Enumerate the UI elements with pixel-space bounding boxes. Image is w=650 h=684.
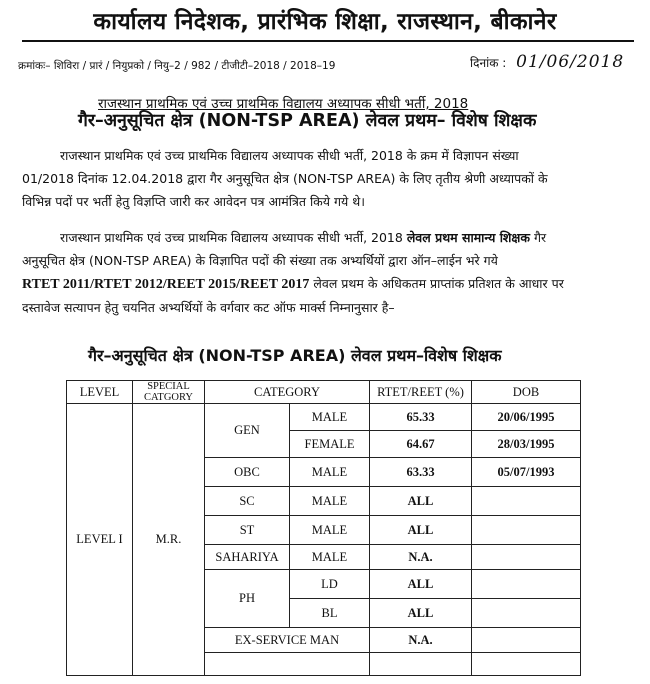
para2-line4: दस्तावेज सत्यापन हेतु चयनित अभ्यर्थियों के वर्गवार कट ऑफ मार्क्स निम्नानुसार है– [22, 300, 395, 315]
col-special-category [133, 381, 205, 404]
col-dob: DOB [472, 381, 581, 404]
paragraph-2 [22, 226, 634, 319]
para1-line1: राजस्थान प्राथमिक एवं उच्च प्राथमिक विद्यालय अध्यापक सीधी भर्ती, 2018 के क्रम में विज्ञापन संख्या [60, 148, 519, 163]
cat-ex-service: EX-SERVICE MAN [205, 628, 370, 653]
continued-cell [370, 653, 472, 676]
sc-marks: ALL [370, 487, 472, 516]
st-marks: ALL [370, 516, 472, 545]
cat-ph: PH [205, 570, 290, 628]
order-number: क्रमांकः– शिविरा / प्रारं / नियुप्रको / नियु–2 / 982 / टीजीटी–2018 / 2018–19 [18, 60, 336, 72]
sahariya-male: MALE [290, 545, 370, 570]
gen-male-marks: 65.33 [370, 404, 472, 431]
ph-bl-marks: ALL [370, 599, 472, 628]
cat-sahariya: SAHARIYA [205, 545, 290, 570]
continued-cell [205, 653, 370, 676]
table-heading: गैर–अनुसूचित क्षेत्र (NON-TSP AREA) लेवल प्रथम–विशेष शिक्षक [88, 346, 502, 365]
col-category: CATEGORY [205, 381, 370, 404]
para2-exam-list: RTET 2011/RTET 2012/REET 2015/REET 2017 [22, 277, 310, 292]
paragraph-1 [22, 144, 634, 213]
sc-male: MALE [290, 487, 370, 516]
ex-service-dob [472, 628, 581, 653]
col-rtet: RTET/REET (%) [370, 381, 472, 404]
title-underline [22, 40, 634, 42]
ph-ld-marks: ALL [370, 570, 472, 599]
para2-line3b: लेवल प्रथम के अधिकतम प्राप्तांक प्रतिशत के आधार पर [313, 276, 564, 291]
gen-female: FEMALE [290, 431, 370, 458]
sahariya-dob [472, 545, 581, 570]
ph-ld: LD [290, 570, 370, 599]
date-label: दिनांक : [470, 56, 507, 70]
para2-line1a: राजस्थान प्राथमिक एवं उच्च प्राथमिक विद्यालय अध्यापक सीधी भर्ती, 2018 [60, 230, 403, 245]
subject-line: राजस्थान प्राथमिक एवं उच्च प्राथमिक विद्यालय अध्यापक सीधी भर्ती, 2018 [98, 96, 469, 112]
ph-bl-dob [472, 599, 581, 628]
cat-obc: OBC [205, 458, 290, 487]
cutoff-table [66, 380, 581, 676]
obc-dob: 05/07/1993 [472, 458, 581, 487]
ex-service-marks: N.A. [370, 628, 472, 653]
para2-line1b: लेवल प्रथम सामान्य शिक्षक [406, 230, 530, 245]
cat-gen: GEN [205, 404, 290, 458]
date-value: 01/06/2018 [516, 52, 625, 72]
col-special-l1: SPECIAL [147, 381, 190, 392]
col-special-l2: CATGORY [143, 392, 193, 403]
date-block [470, 52, 624, 72]
continued-cell [472, 653, 581, 676]
ph-bl: BL [290, 599, 370, 628]
office-title: कार्यालय निदेशक, प्रारंभिक शिक्षा, राजस्थान, बीकानेर [93, 9, 557, 35]
obc-marks: 63.33 [370, 458, 472, 487]
gen-male-dob: 20/06/1995 [472, 404, 581, 431]
para1-line2: 01/2018 दिनांक 12.04.2018 द्वारा गैर अनुसूचित क्षेत्र (NON-TSP AREA) के लिए तृतीय श्रेणी अध्यापकों के [22, 171, 548, 186]
gen-female-dob: 28/03/1995 [472, 431, 581, 458]
cat-st: ST [205, 516, 290, 545]
para2-line1c: गैर [533, 230, 547, 245]
notice-heading: गैर–अनुसूचित क्षेत्र (NON-TSP AREA) लेवल प्रथम– विशेष शिक्षक [78, 111, 537, 131]
col-level: LEVEL [67, 381, 133, 404]
table-header-row [67, 381, 581, 404]
para1-line3: विभिन्न पदों पर भर्ती हेतु विज्ञप्ति जारी कर आवेदन पत्र आमंत्रित किये गये थे। [22, 194, 365, 209]
gen-male: MALE [290, 404, 370, 431]
para2-line2: अनुसूचित क्षेत्र (NON-TSP AREA) के विज्ञापित पदों की संख्या तक अभ्यर्थियों द्वारा ऑन–लाईन भरे गये [22, 253, 498, 268]
level-cell: LEVEL I [67, 404, 133, 676]
table-row [67, 404, 581, 431]
obc-male: MALE [290, 458, 370, 487]
st-male: MALE [290, 516, 370, 545]
gen-female-marks: 64.67 [370, 431, 472, 458]
sc-dob [472, 487, 581, 516]
st-dob [472, 516, 581, 545]
sahariya-marks: N.A. [370, 545, 472, 570]
special-cell: M.R. [133, 404, 205, 676]
cat-sc: SC [205, 487, 290, 516]
ph-ld-dob [472, 570, 581, 599]
